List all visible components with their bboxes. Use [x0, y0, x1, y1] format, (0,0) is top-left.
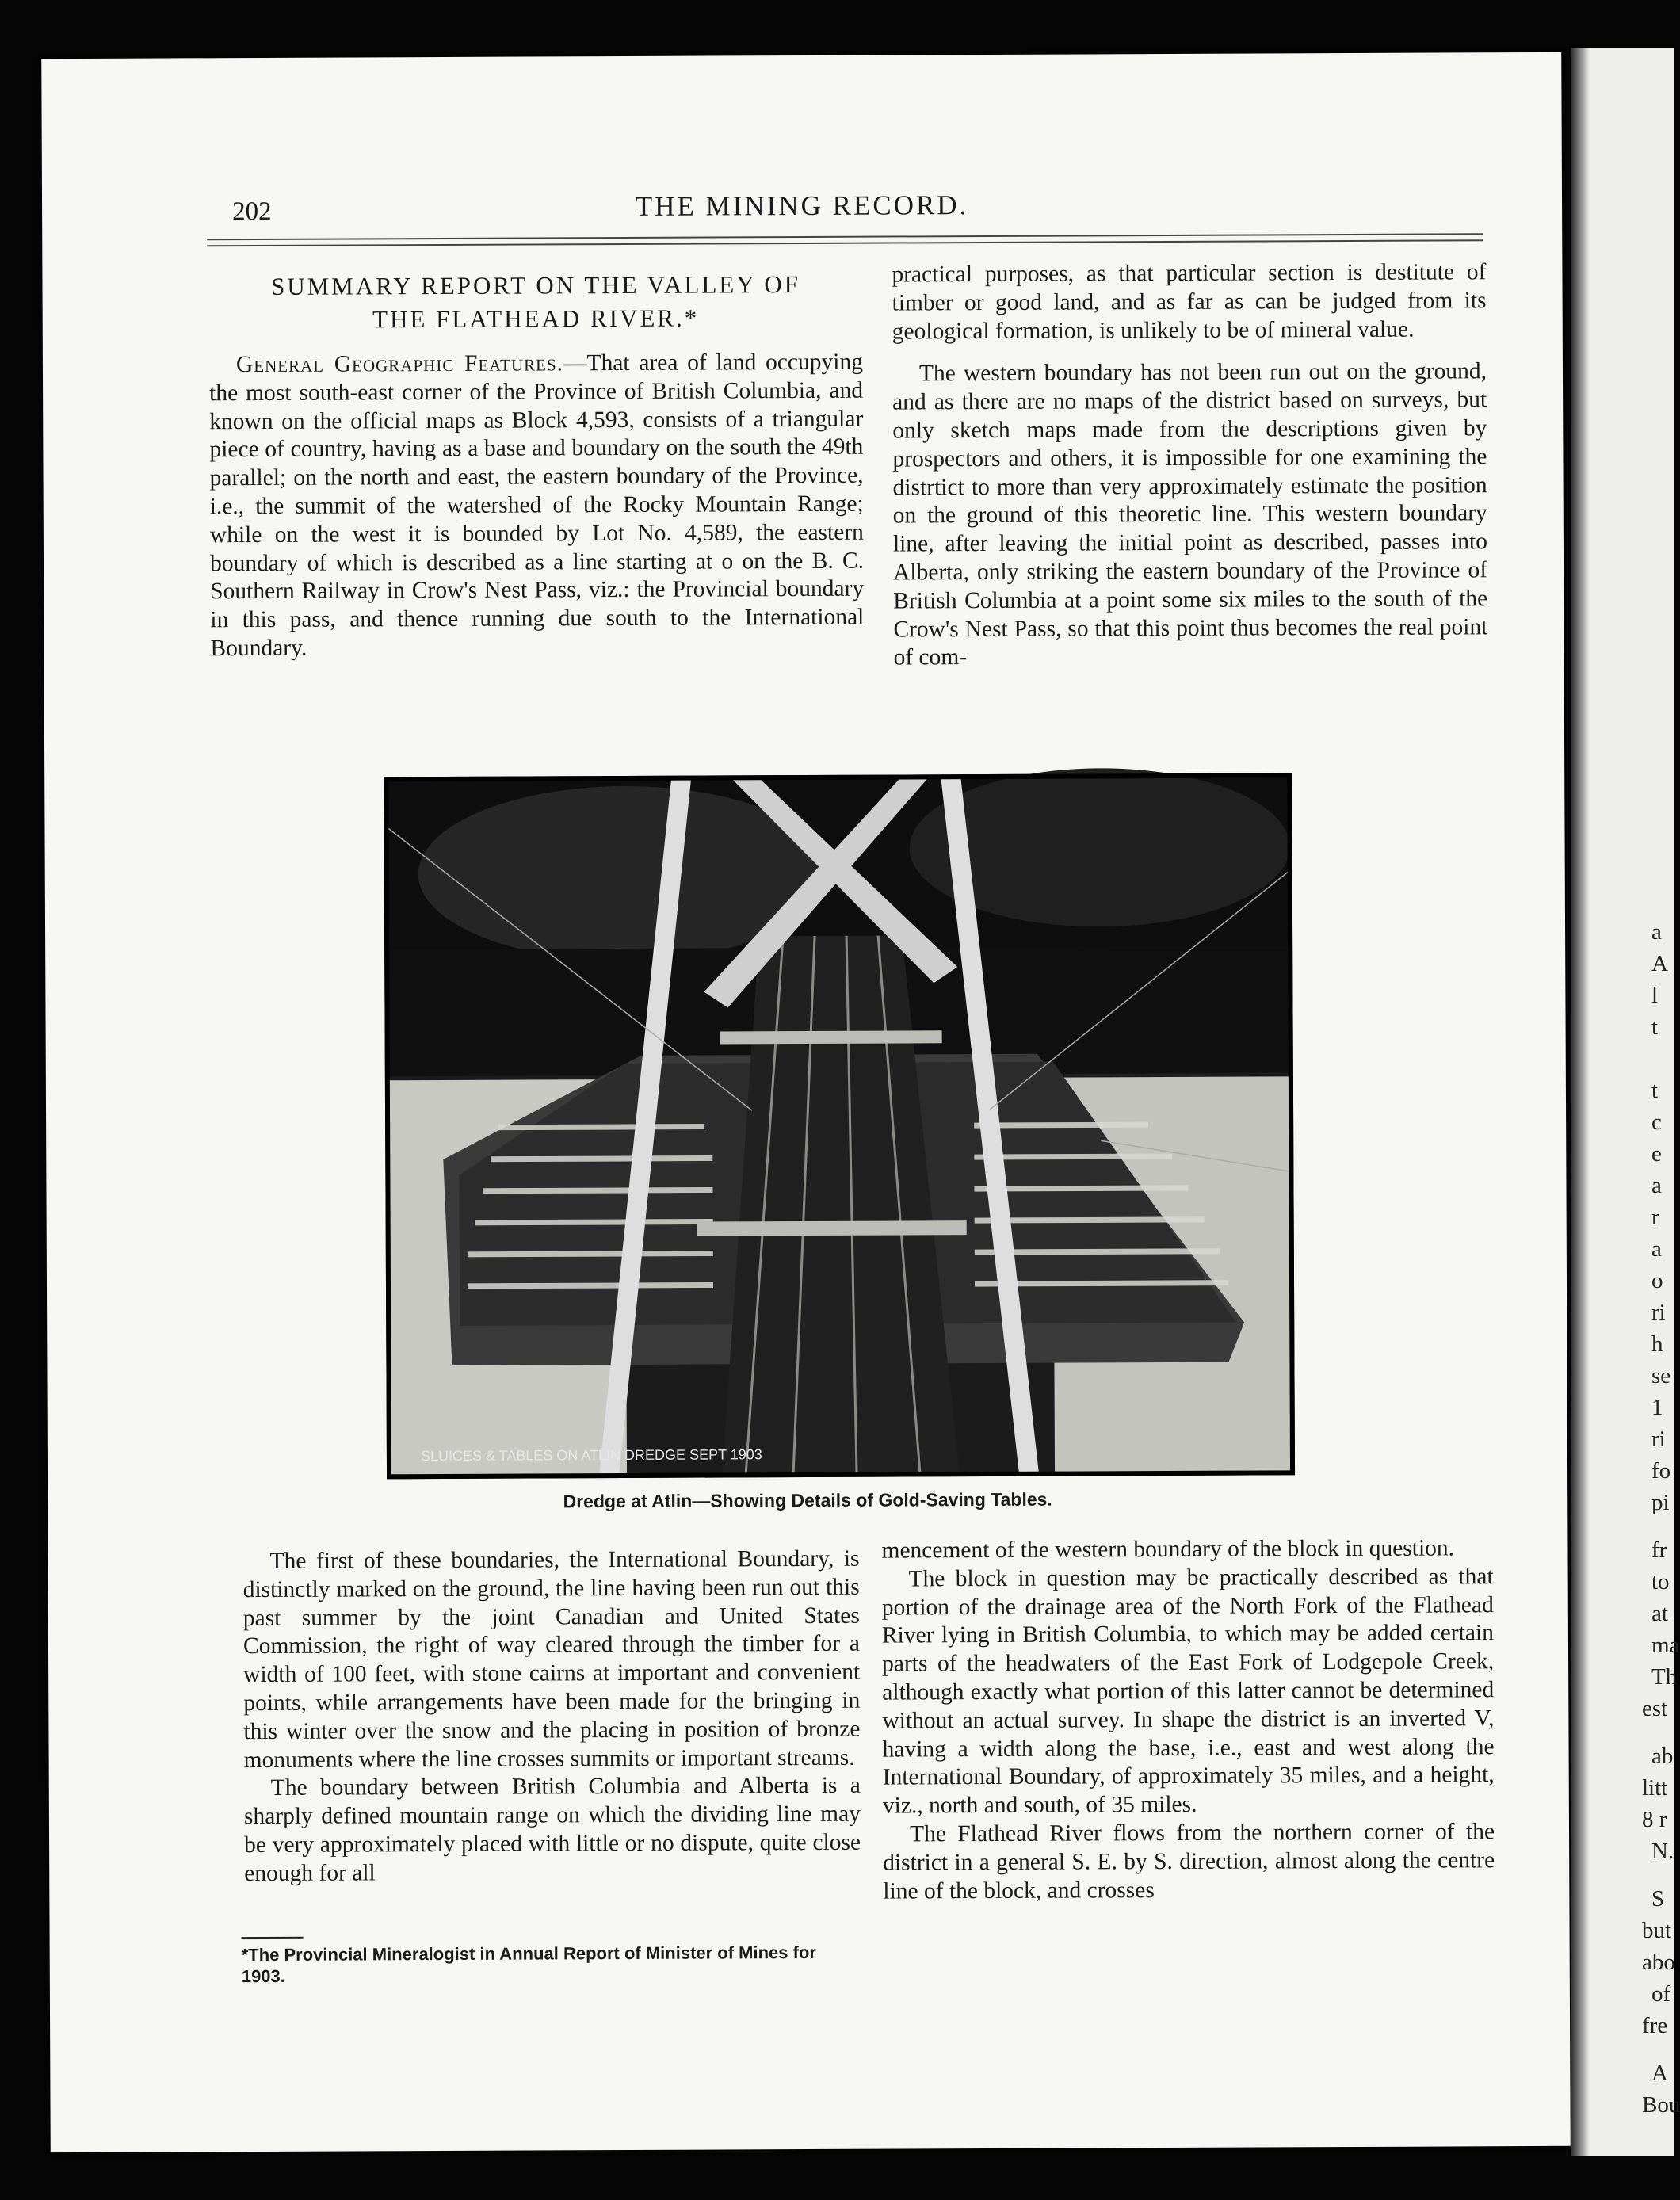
adjacent-page-fragment: r	[1651, 1205, 1659, 1230]
adjacent-page-fragment: at	[1651, 1601, 1668, 1626]
adjacent-page-fragment: h	[1651, 1331, 1663, 1357]
adjacent-page-fragment: litt	[1642, 1775, 1668, 1801]
adjacent-page-fragment: e	[1651, 1141, 1662, 1167]
right-column-top	[892, 258, 1487, 672]
adjacent-page-fragment: S	[1651, 1886, 1665, 1912]
book-gutter	[1571, 48, 1590, 2156]
adjacent-page-fragment: o	[1651, 1268, 1663, 1293]
article-title	[208, 268, 862, 338]
dredge-photograph	[384, 773, 1295, 1479]
paragraph-international-boundary: The first of these boundaries, the International Boundary, is distinctly marked on the ground, the line having been run out this past summer by the joint Canadian and United States Commission, the right of way cleared through the timber for a width of 100 feet, with stone cairns at important and convenient points, while arrangements have been made for the bringing in this winter over the snow and the placing in position of bronze monuments where the line crosses summits or important streams.	[242, 1545, 861, 1773]
right-column-bottom	[881, 1534, 1495, 1906]
adjacent-page-edge	[1571, 48, 1680, 2156]
paragraph-western-boundary: The western boundary has not been run out on the ground, and as there are no maps of the district based on surveys, but only sketch maps made from the descriptions given by prospectors and others, it is impossible for one examining the distrtict to more than very approximately estimate the position on the ground of this theoretic line. This western boundary line, after leaving the initial point as described, passes into Alberta, only striking the eastern boundary of the Province of British Columbia at a point some six miles to the south of the Crow's Nest Pass, so that this point thus becomes the real point of com-	[892, 358, 1488, 670]
paragraph-flathead-river: The Flathead River flows from the northern corner of the district in a general S. E. by S. direction, almost along the centre line of the block, and crosses	[883, 1819, 1495, 1904]
adjacent-page-fragment: l	[1651, 983, 1659, 1008]
adjacent-page-fragment: 8 r	[1642, 1807, 1667, 1832]
left-column-bottom	[242, 1545, 861, 1889]
adjacent-page-fragment: Bou	[1642, 2092, 1680, 2118]
page-number: 202	[232, 197, 272, 227]
paragraph-bc-alberta-boundary: The boundary between British Columbia and Alberta is a sharply defined mountain range on which the dividing line may be very approximately placed with little or no dispute, quite close enough for all	[243, 1773, 861, 1886]
paragraph-continued-commencement: mencement of the western boundary of the block in question.	[881, 1535, 1455, 1564]
adjacent-page-fragment: fo	[1651, 1458, 1671, 1484]
adjacent-page-fragment: to	[1651, 1569, 1670, 1595]
adjacent-page-fragment: est	[1642, 1696, 1668, 1721]
section-lead: General Geographic Features.	[235, 350, 564, 378]
left-column-top	[208, 268, 864, 663]
adjacent-page-fragment: pi	[1651, 1490, 1670, 1515]
article-title-line1: SUMMARY REPORT ON THE VALLEY OF	[270, 270, 801, 300]
adjacent-page-fragment: abo	[1642, 1950, 1675, 1975]
article-title-line2: THE FLATHEAD RIVER.*	[372, 304, 700, 334]
adjacent-page-fragment: a	[1651, 1236, 1662, 1262]
adjacent-page-fragment: se	[1651, 1363, 1671, 1388]
running-title: THE MINING RECORD.	[635, 189, 969, 222]
adjacent-page-fragment: a	[1651, 1173, 1662, 1198]
page-header	[42, 187, 1562, 241]
adjacent-page-fragment: fr	[1651, 1537, 1667, 1563]
adjacent-page-fragment: ab	[1651, 1744, 1674, 1769]
adjacent-page-fragment: c	[1651, 1110, 1662, 1135]
footnote: *The Provincial Mineralogist in Annual Report of Minister of Mines for 1903.	[241, 1942, 816, 1987]
adjacent-page-fragment: Th	[1651, 1664, 1678, 1690]
adjacent-page-fragment: N.	[1651, 1839, 1674, 1864]
photo-inscription: SLUICES & TABLES ON ATLIN DREDGE SEPT 1903	[420, 1446, 762, 1465]
paragraph-geographic-features	[209, 349, 865, 663]
scanned-page	[41, 52, 1571, 2152]
adjacent-page-fragment: but	[1642, 1918, 1672, 1943]
paragraph-text: —That area of land occupying the most south-east corner of the Province of British Columbia, and known on the official maps as Block 4,593, consists of a triangular piece of country, having as a base and boundary on the south the 49th parallel; on the north and east, the eastern boundary of the Province, i.e., the summit of the watershed of the Rocky Mountain Range; while on the west it is bounded by Lot No. 4,589, the eastern boundary of which is described as a line starting at o on the B. C. Southern Railway in Crow's Nest Pass, viz.: the Provincial boundary in this pass, and thence running due south to the International Boundary.	[209, 349, 865, 662]
footnote-rule	[242, 1937, 304, 1939]
adjacent-page-fragment: fre	[1642, 2013, 1668, 2038]
figure-caption: Dredge at Atlin—Showing Details of Gold-Saving Tables.	[563, 1488, 1052, 1512]
adjacent-page-fragment: t	[1651, 1014, 1659, 1040]
adjacent-page-fragment: ma	[1651, 1633, 1680, 1658]
adjacent-page-fragment: ri	[1651, 1427, 1666, 1452]
adjacent-page-fragment: A	[1651, 2061, 1668, 2086]
adjacent-page-fragment: t	[1651, 1078, 1659, 1103]
adjacent-page-fragment: ri	[1651, 1300, 1666, 1325]
header-rule-lower	[207, 239, 1483, 246]
paragraph-continued: practical purposes, as that particular section is destitute of timber or good land, and as far as can be judged from its geological formation, is unlikely to be of mineral value.	[892, 259, 1487, 345]
adjacent-page-fragment: of	[1651, 1981, 1671, 2007]
paragraph-block-description: The block in question may be practically described as that portion of the drainage area of the North Fork of the Flathead River lying in British Columbia, to which may be added certain parts of the headwaters of the East Fork of Lodgepole Creek, although exactly what portion of this latter cannot be determined without an actual survey. In shape the district is an inverted V, having a width along the base, i.e., east and west along the International Boundary, of approximately 35 miles, and a height, viz., north and south, of 35 miles.	[881, 1564, 1495, 1819]
adjacent-page-fragment: a	[1651, 919, 1662, 945]
adjacent-page-fragment: A	[1651, 951, 1668, 976]
adjacent-page-fragment: 1	[1651, 1395, 1663, 1420]
